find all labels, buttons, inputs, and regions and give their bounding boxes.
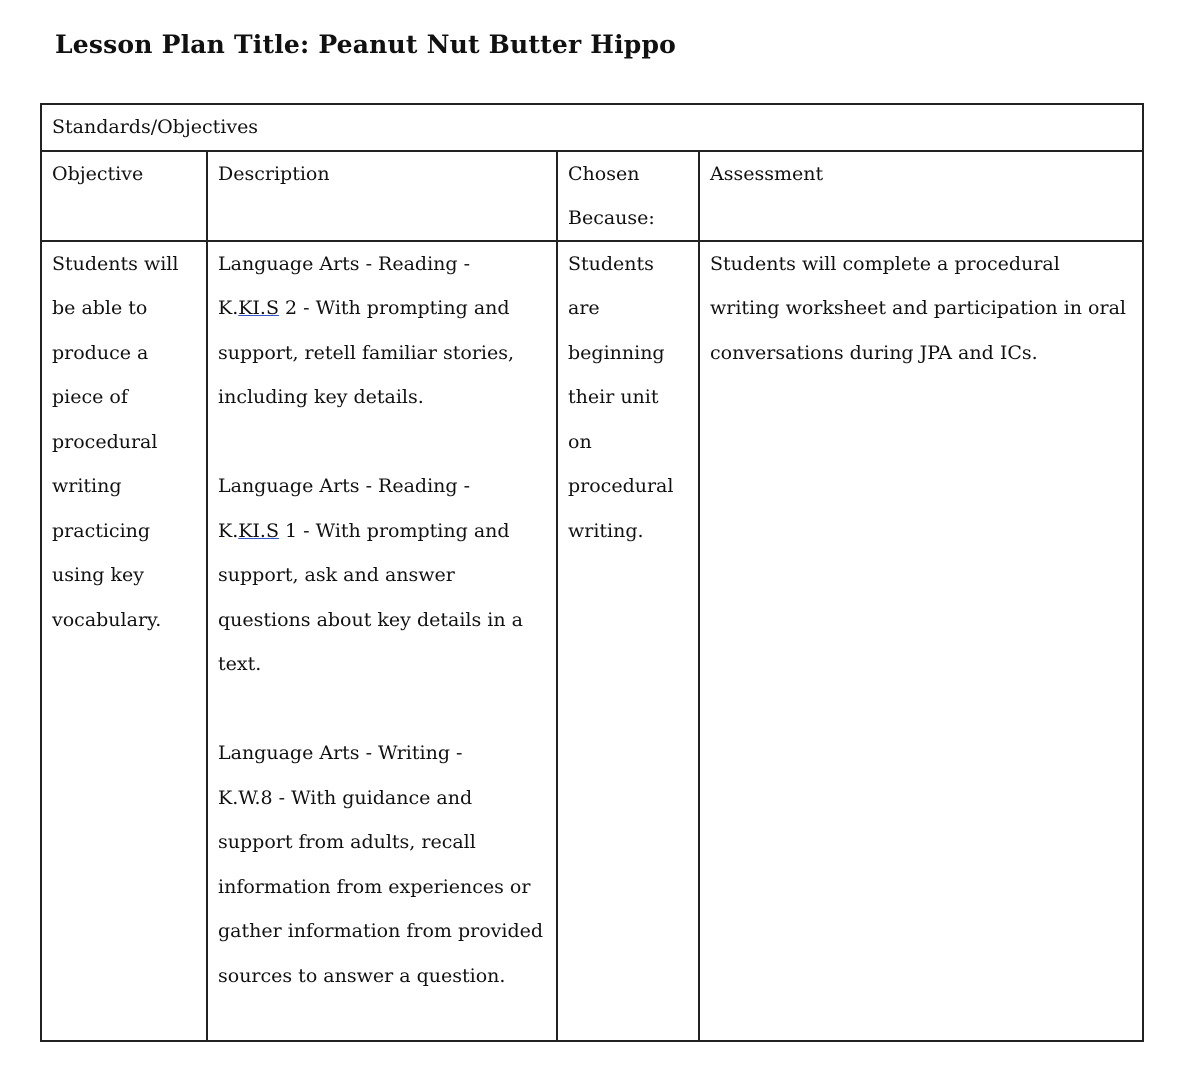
description-item: Language Arts - Reading - K.KI.S 2 - With prompting and support, retell familiar stories, including key details.	[218, 252, 515, 408]
objective-cell: Students will be able to produce a piece of procedural writing practicing using key vocabulary.	[41, 241, 207, 1042]
header-description: Description	[207, 151, 557, 241]
standards-table	[40, 103, 1144, 1042]
description-item: Language Arts - Reading - K.KI.S 1 - With prompting and support, ask and answer questions about key details in a text.	[218, 475, 523, 675]
table-row	[41, 241, 1143, 1042]
page-title: Lesson Plan Title: Peanut Nut Butter Hippo	[55, 30, 676, 59]
table-caption: Standards/Objectives	[41, 104, 1143, 151]
table-caption-row	[41, 104, 1143, 151]
header-chosen-because: Chosen Because:	[557, 151, 699, 241]
header-assessment: Assessment	[699, 151, 1143, 241]
assessment-cell: Students will complete a procedural writing worksheet and participation in oral conversations during JPA and ICs.	[699, 241, 1143, 1042]
description-cell	[207, 241, 557, 1042]
header-row	[41, 151, 1143, 241]
description-item: Language Arts - Writing - K.W.8 - With guidance and support from adults, recall information from experiences or gather information from provided sources to answer a question.	[218, 742, 544, 987]
header-objective: Objective	[41, 151, 207, 241]
chosen-because-cell: Students are beginning their unit on procedural writing.	[557, 241, 699, 1042]
